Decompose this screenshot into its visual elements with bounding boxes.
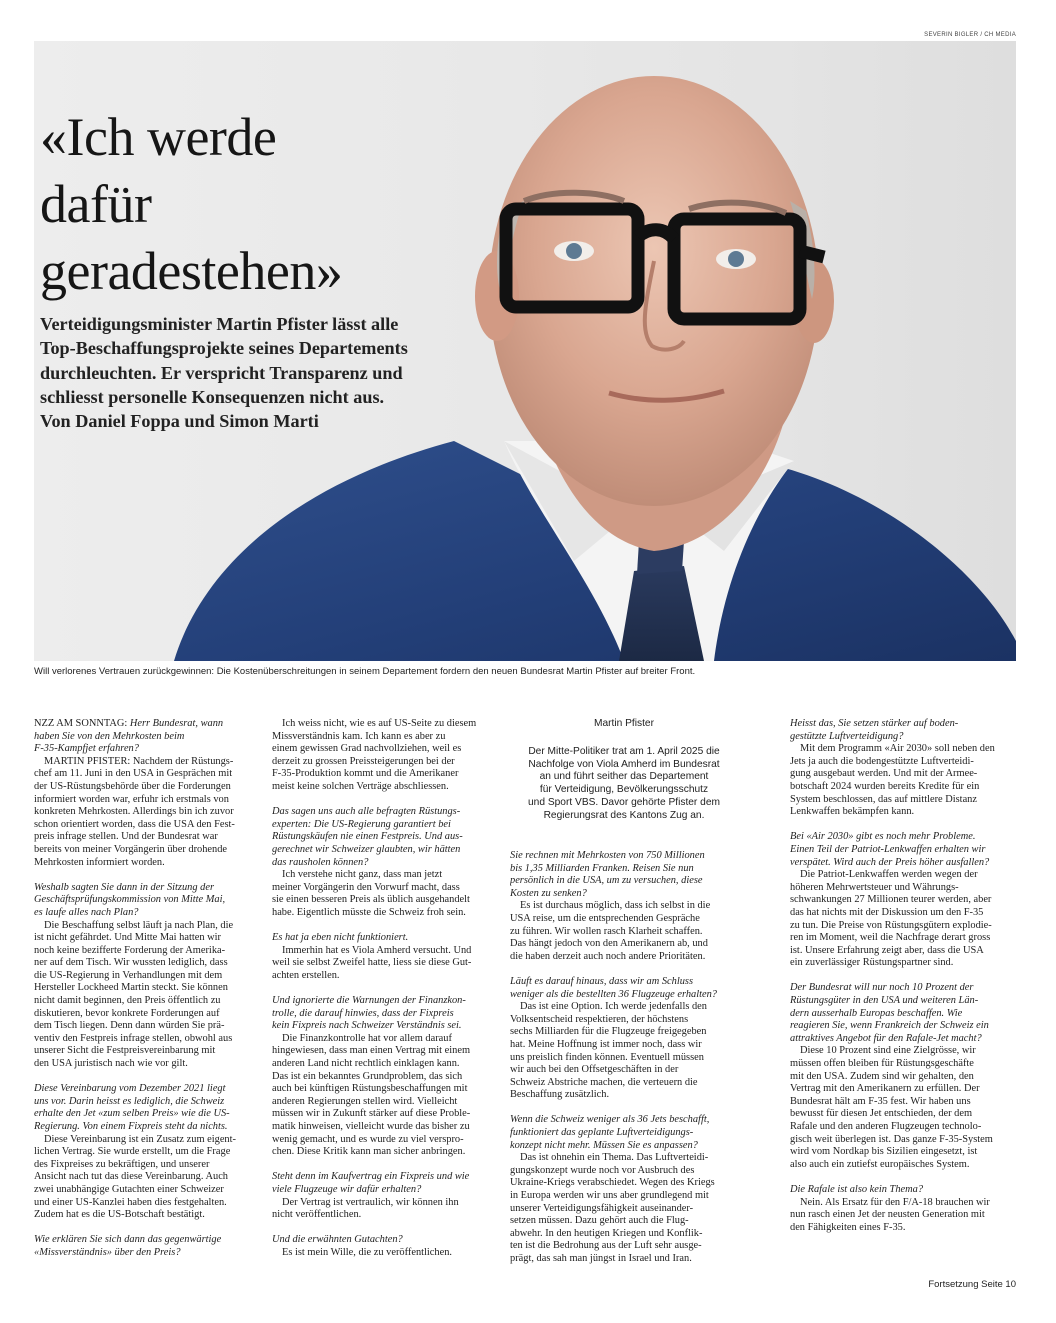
answer-line: ist nicht gefährdet. Und Mitte Mai hatten wir xyxy=(34,932,221,944)
question xyxy=(272,995,496,1033)
info-box-line: Regierungsrat des Kantons Zug an. xyxy=(543,809,705,821)
answer-line: Volksentscheid respektieren, der höchstens xyxy=(510,1013,689,1025)
answer-line: Mit dem Programm «Air 2030» soll neben den xyxy=(800,743,995,755)
question xyxy=(34,1234,258,1259)
answer-line: ventiv den Festpreis infrage stellen, obwohl aus xyxy=(34,1032,233,1044)
answer-line: abwehr. In den heutigen Kriegen und Konflik- xyxy=(510,1227,703,1239)
answer xyxy=(510,1001,734,1102)
question xyxy=(790,831,1014,869)
answer xyxy=(272,1197,496,1222)
answer-line: derzeit zu grossen Preissteigerungen bei der xyxy=(272,755,455,767)
answer-line: sechs Milliarden für die Flugzeuge freigegeben xyxy=(510,1026,707,1038)
question-text: Herr Bundesrat, wann xyxy=(127,718,224,729)
answer xyxy=(510,900,734,963)
answer-line: die haben derzeit auch noch andere Prioritäten. xyxy=(510,950,706,962)
question-line: Weshalb sagten Sie dann in der Sitzung der xyxy=(34,881,214,893)
answer-line: Hersteller Lockheed Martin steckt. Sie können xyxy=(34,982,228,994)
question-line: viele Flugzeuge wir dafür erhalten? xyxy=(272,1183,422,1195)
answer-line: prägt, das sah man jüngst in Israel und Iran. xyxy=(510,1253,692,1264)
lead-line: schliesst personelle Konsequenzen nicht aus. xyxy=(40,386,385,407)
headline-line: «Ich werde xyxy=(40,107,277,167)
answer-line: Nein. Als Ersatz für den F/A-18 brauchen wir xyxy=(800,1196,990,1208)
lead-line: durchleuchten. Er verspricht Transparenz und xyxy=(40,362,403,383)
answer-line: Rafale und den anderen Flugzeugen technolo- xyxy=(790,1121,982,1132)
answer-text: konkreten Mehrkosten. Allerdings bin ich zuvor xyxy=(34,806,234,818)
question xyxy=(790,1184,1014,1197)
article-line xyxy=(34,781,258,794)
question-line: gestützte Luftverteidigung? xyxy=(790,730,904,742)
answer xyxy=(790,1045,1014,1171)
answer-line: auch bei künftigen Rüstungsbeschaffungen mit xyxy=(272,1083,468,1095)
info-box-line: für Verteidigung, Bevölkerungsschutz xyxy=(539,784,709,796)
question xyxy=(272,1234,496,1247)
answer-line: mit den USA. Zudem sind wir gehalten, den xyxy=(790,1070,974,1082)
answer-line: ist. Unsere Erfahrung zeigt aber, dass die USA xyxy=(790,944,984,956)
question-line: Und die erwähnten Gutachten? xyxy=(272,1234,403,1246)
article-line xyxy=(34,718,258,731)
answer xyxy=(790,869,1014,970)
question xyxy=(34,1083,258,1133)
answer-text: Mehrkosten informiert worden. xyxy=(34,856,165,868)
answer-text: Nachdem der Rüstungs- xyxy=(130,755,234,767)
answer-line: Zudem hat es die US-Botschaft bestätigt. xyxy=(34,1209,205,1221)
answer-line: setzen müssen. Dazu gehört auch die Flug- xyxy=(510,1215,689,1227)
answer-line: zu führen. Wir wollen rasch Klarheit schaffen. xyxy=(510,925,703,937)
info-box-title: Martin Pfister xyxy=(593,718,654,729)
article-line xyxy=(34,857,258,870)
question-line: Steht denn im Kaufvertrag ein Fixpreis und wie xyxy=(272,1171,470,1183)
answer-line: habe. Eigentlich müsste die Schweiz froh sein. xyxy=(272,906,466,918)
answer-line: F-35-Produktion kommt und die Amerikaner xyxy=(272,768,459,780)
answer-text: schon orientiert worden, dass die USA den Fest- xyxy=(34,818,235,830)
answer-line: nicht damit beginnen, den Preis öffentlich zu xyxy=(34,995,221,1007)
question-line: Wenn die Schweiz weniger als 36 Jets beschafft, xyxy=(510,1114,710,1126)
article-line xyxy=(34,768,258,781)
answer-line: ner auf dem Tisch. Wir wussten lediglich, dass xyxy=(34,957,228,969)
answer-line: ein zuverlässiger Rüstungspartner sind. xyxy=(790,957,954,969)
answer-line: wird vom Nordkap bis Sizilien eingesetzt, ist xyxy=(790,1146,978,1158)
answer xyxy=(510,1152,734,1265)
question-line: konzept nicht mehr. Müssen Sie es anpassen? xyxy=(510,1139,698,1151)
answer-line: dem Tisch liegen. Denn dann würden Sie prä- xyxy=(34,1020,225,1032)
question-line: reagieren Sie, wenn Frankreich der Schweiz ein xyxy=(790,1020,989,1032)
question-text: haben Sie von den Mehrkosten beim xyxy=(34,730,185,742)
question-line: bis 1,35 Milliarden Franken. Reisen Sie nun xyxy=(510,862,694,874)
photo-caption: Will verlorenes Vertrauen zurückgewinnen: Die Kostenüberschreitungen in seinem Departement fordern den neuen Bundesrat Martin Pfister auf breiter Front. xyxy=(34,666,696,677)
question xyxy=(272,806,496,869)
answer-line: das hat nichts mit der Diskussion um den F-35 xyxy=(790,906,984,918)
info-box-line: Der Mitte-Politiker trat am 1. April 2025 die xyxy=(528,745,720,757)
question-line: Regierung. Von einem Fixpreis steht da nichts. xyxy=(34,1121,228,1132)
question-line: experten: Die US-Regierung garantiert bei xyxy=(272,818,451,830)
answer-line: Es ist mein Wille, die zu veröffentlichen. xyxy=(282,1246,453,1258)
info-box-line: Nachfolge von Viola Amherd im Bundesrat xyxy=(528,758,720,770)
answer-line: achten erstellen. xyxy=(272,969,340,981)
question-line: funktioniert das geplante Luftverteidigungs- xyxy=(510,1127,694,1139)
question-line: Die Rafale ist also kein Thema? xyxy=(790,1183,924,1195)
answer xyxy=(34,920,258,1071)
answer-line: des Fixpreises zu bekräftigen, und unserer xyxy=(34,1158,210,1170)
question-line: trolle, die darauf hinwies, dass der Fixpreis xyxy=(272,1007,454,1019)
speaker-label: NZZ AM SONNTAG: xyxy=(34,718,128,729)
question-line: Sie rechnen mit Mehrkosten von 750 Millionen xyxy=(510,850,705,861)
answer-line: also auch ein zutiefst europäisches System. xyxy=(790,1158,970,1170)
answer-line: chen. Diese Kritik kann man sicher anbringen. xyxy=(272,1146,466,1158)
answer-line: Diese Vereinbarung ist ein Zusatz zum eigent- xyxy=(44,1133,236,1145)
answer-line: anderen Regierungen stellen wird. Vielleicht xyxy=(272,1095,458,1107)
question xyxy=(510,1114,734,1152)
speaker-label: MARTIN PFISTER: xyxy=(44,755,131,767)
answer-line: Schweiz Abstriche machen, die verteuern die xyxy=(510,1076,698,1088)
lead-text xyxy=(40,312,480,433)
answer-line: unserer Verteidigungsfähigkeit auseinander- xyxy=(510,1202,694,1214)
answer-line: einem gewissen Grad nachvollziehen, weil es xyxy=(272,743,462,755)
lead-line: Verteidigungsminister Martin Pfister lässt alle xyxy=(40,314,399,334)
answer-line: Die Beschaffung selbst läuft ja nach Plan, die xyxy=(44,919,234,931)
question-line: uns vor. Darin heisst es lediglich, die Schweiz xyxy=(34,1095,225,1107)
question-line: dern ausserhalb Europas beschaffen. Wie xyxy=(790,1007,963,1019)
headline xyxy=(40,104,460,305)
question-line: Geschäftsprüfungskommission von Mitte Mai, xyxy=(34,894,226,906)
answer-line: ten ist die Bedrohung aus der Luft sehr ausge- xyxy=(510,1240,702,1252)
answer-line: Lenkwaffen bekämpfen kann. xyxy=(790,806,915,818)
info-box-line: an und führt seither das Departement xyxy=(539,771,709,783)
answer-line: USA reise, um die entsprechenden Gespräche xyxy=(510,912,700,924)
article-column-3 xyxy=(510,850,734,1278)
answer-line: und einer US-Kanzlei haben dies festgehalten. xyxy=(34,1196,227,1208)
answer xyxy=(272,1033,496,1159)
answer-line: uns preislich finden können. Eventuell müssen xyxy=(510,1051,704,1063)
photo-credit: SEVERIN BIGLER / CH MEDIA xyxy=(924,32,1016,38)
question-line: Und ignorierte die Warnungen der Finanzkon- xyxy=(272,995,466,1007)
answer-line: meist keine solchen Verträge abschliessen. xyxy=(272,780,449,792)
answer-line: botschaft 2024 wurden bereits Kredite für ein xyxy=(790,780,980,792)
article-line xyxy=(34,819,258,832)
question-line: Einen Teil der Patriot-Lenkwaffen erhalten wir xyxy=(790,843,986,855)
question-line: es laufe alles nach Plan? xyxy=(34,906,139,918)
answer-text: der US-Rüstungsbehörde über die Forderungen xyxy=(34,780,231,792)
question xyxy=(272,932,496,945)
article-line xyxy=(34,831,258,844)
answer-line: Vertrag mit den Amerikanern zu erfüllen. Der xyxy=(790,1083,980,1095)
question-line: gerechnet wir Schweizer glaubten, wir hätten xyxy=(272,843,461,855)
answer-line: Bundesrat hält am F-35 fest. Wir haben uns xyxy=(790,1095,971,1107)
answer-line: Ukraine-Kriegs verabschiedet. Wegen des Kriegs xyxy=(510,1177,715,1189)
question xyxy=(790,718,1014,743)
question-line: «Missverständnis» über den Preis? xyxy=(34,1246,181,1258)
article-line xyxy=(34,743,258,756)
answer-line: Beschaffung zusätzlich. xyxy=(510,1089,610,1101)
article-column-2 xyxy=(272,718,496,1272)
answer-line: höheren Mehrwertsteuer und Währungs- xyxy=(790,881,959,893)
info-box xyxy=(510,718,738,823)
answer-line: hat. Meine Hoffnung ist immer noch, dass wir xyxy=(510,1038,702,1050)
answer-line: anderen Land nicht rechtlich einklagen kann. xyxy=(272,1058,460,1070)
answer-line: hingewiesen, dass man einen Vertrag mit einem xyxy=(272,1045,471,1057)
article-line xyxy=(34,756,258,769)
answer-line: die US-Regierung in Verhandlungen mit dem xyxy=(34,969,223,981)
question-line: Der Bundesrat will nur noch 10 Prozent der xyxy=(790,982,974,994)
byline: Von Daniel Foppa und Simon Marti xyxy=(40,411,319,432)
answer-line: weil sie selbst Zweifel hatte, liess sie diese Gut- xyxy=(272,957,472,969)
continued-note: Fortsetzung Seite 10 xyxy=(928,1279,1016,1290)
answer-text: bereits von meiner Vorgängerin über drohende xyxy=(34,843,228,855)
question-line: verspätet. Wird auch der Preis höher ausfallen? xyxy=(790,856,990,868)
answer-line: bewusst für diesen Jet entschieden, der dem xyxy=(790,1108,973,1120)
question xyxy=(510,850,734,900)
answer-line: matik hinweisen, vielleicht wurde das bisher zu xyxy=(272,1121,470,1132)
answer-line: sie einen besseren Preis als üblich ausgehandelt xyxy=(272,894,470,906)
answer-line: Ich verstehe nicht ganz, dass man jetzt xyxy=(282,869,443,881)
question-line: weniger als die bestellten 36 Flugzeuge erhalten? xyxy=(510,988,718,1000)
headline-line: dafür xyxy=(40,174,152,234)
question-line: Rüstungsgüter in den USA und weiteren Län- xyxy=(790,995,979,1007)
answer-line: System beschlossen, das auf mittlere Distanz xyxy=(790,793,977,805)
answer-line: unserer Sicht die Festpreisvereinbarung mit xyxy=(34,1045,216,1057)
answer-line: Das ist ein bekanntes Grundproblem, das sich xyxy=(272,1070,463,1082)
article-column-1 xyxy=(34,718,258,1272)
answer-line: gisch weit überlegen ist. Das ganze F-35-System xyxy=(790,1133,993,1145)
question-line: Das sagen uns auch alle befragten Rüstungs- xyxy=(272,806,461,818)
answer xyxy=(272,1247,496,1260)
question-line: das rausholen können? xyxy=(272,856,369,868)
answer-line: diskutieren, bevor konkrete Forderungen auf xyxy=(34,1007,220,1019)
question-line: Heisst das, Sie setzen stärker auf boden- xyxy=(790,718,959,729)
answer-line: Es ist durchaus möglich, dass ich selbst in die xyxy=(520,900,711,912)
answer xyxy=(790,1197,1014,1235)
question-line: Wie erklären Sie sich dann das gegenwärtige xyxy=(34,1234,222,1246)
article-column-4 xyxy=(790,718,1014,1247)
question-text: F-35-Kampfjet erfahren? xyxy=(34,743,139,755)
answer-line: gung ausgebaut werden. Und mit der Armee- xyxy=(790,768,978,780)
intro-exchange xyxy=(34,718,258,869)
answer-text: chef am 11. Juni in den USA in Gesprächen mit xyxy=(34,768,233,780)
question-line: persönlich in die USA, um zu versuchen, diese xyxy=(510,875,703,887)
question xyxy=(272,1171,496,1196)
question xyxy=(510,976,734,1001)
answer-line: Das ist eine Option. Ich werde jedenfalls den xyxy=(520,1001,707,1013)
answer-text: informiert worden war, erfuhr ich erstmals von xyxy=(34,793,229,805)
answer-line: müssen offen bleiben für Rüstungsgeschäfte xyxy=(790,1058,974,1070)
answer-line: schwankungen 27 Millionen teurer werden, aber xyxy=(790,894,992,906)
answer-line: den Fähigkeiten eines F-35. xyxy=(790,1221,906,1233)
question-line: Kosten zu senken? xyxy=(510,887,587,899)
answer-line: meiner Vorgängerin den Vorwurf macht, dass xyxy=(272,881,460,893)
answer xyxy=(790,743,1014,819)
answer-line: nun rasch einen Jet der neusten Generation mit xyxy=(790,1209,985,1221)
answer-line: Die Finanzkontrolle hat vor allem darauf xyxy=(282,1032,452,1044)
answer-line: noch keine bezifferte Forderung der Amerika- xyxy=(34,944,226,956)
answer-line: nicht veröffentlichen. xyxy=(272,1209,362,1221)
question-line: attraktives Angebot für den Rafale-Jet macht? xyxy=(790,1032,982,1044)
answer-line: wir auch bei den Offsetgeschäften in der xyxy=(510,1064,679,1076)
info-box-line: und Sport VBS. Davor gehörte Pfister dem xyxy=(528,796,720,808)
lead-line: Top-Beschaffungsprojekte seines Departements xyxy=(40,338,408,359)
answer-line: müssen wir in Zukunft stärker auf diese Proble- xyxy=(272,1108,471,1120)
answer-line: in Europa werden wir uns aber grundlegend mit xyxy=(510,1190,709,1202)
article-line xyxy=(34,731,258,744)
answer-line: Immerhin hat es Viola Amherd versucht. Und xyxy=(282,944,472,956)
answer xyxy=(272,945,496,983)
question xyxy=(790,982,1014,1045)
question-line: Diese Vereinbarung vom Dezember 2021 liegt xyxy=(34,1083,226,1095)
answer-line: ren im Moment, weil die Nachfrage derart gross xyxy=(790,932,991,944)
answer-line: wenig gemacht, und es wurde zu viel verspro- xyxy=(272,1133,464,1145)
answer xyxy=(272,869,496,919)
question-line: Rüstungskäufen nie einen Festpreis. Und aus- xyxy=(272,831,463,843)
answer-line: zu tun. Die Preise von Rüstungsgütern explodie- xyxy=(790,919,992,931)
question-line: kein Fixpreis nach Schweizer Verständnis sei. xyxy=(272,1020,462,1032)
answer-line: Die Patriot-Lenkwaffen werden wegen der xyxy=(800,869,978,881)
answer-line: Diese 10 Prozent sind eine Zielgrösse, wir xyxy=(800,1045,976,1057)
question-line: Bei «Air 2030» gibt es noch mehr Probleme. xyxy=(790,831,976,843)
answer-line: Ansicht nach tut das diese Vereinbarung. Auch xyxy=(34,1171,229,1183)
answer-line: Jets ja auch die bodengestützte Luftverteidi- xyxy=(790,755,974,767)
answer-line: gungskonzept wurde noch vor Ausbruch des xyxy=(510,1164,695,1176)
answer-line: Ich weiss nicht, wie es auf US-Seite zu diesem xyxy=(282,718,477,729)
answer-line: Der Vertrag ist vertraulich, wir können ihn xyxy=(282,1196,459,1208)
answer-line: Das ist ohnehin ein Thema. Das Luftverteidi- xyxy=(520,1152,709,1164)
answer-line: Missverständnis kam. Ich kann es aber zu xyxy=(272,730,446,742)
article-line xyxy=(34,794,258,807)
article-line xyxy=(34,806,258,819)
question xyxy=(34,882,258,920)
question-line: Läuft es darauf hinaus, dass wir am Schluss xyxy=(510,975,694,987)
answer xyxy=(272,718,496,794)
answer-line: den USA juristisch nach wie vor gilt. xyxy=(34,1058,188,1070)
answer xyxy=(34,1134,258,1222)
question-line: Es hat ja eben nicht funktioniert. xyxy=(272,932,409,944)
headline-line: geradestehen» xyxy=(40,241,343,301)
answer-line: zwei unabhängige Gutachten einer Schweizer xyxy=(34,1183,224,1195)
article-line xyxy=(34,844,258,857)
question-line: erhalte den Jet «zum selben Preis» wie die US- xyxy=(34,1108,230,1120)
answer-text: preis infrage stellen. Und der Bundesrat war xyxy=(34,831,218,843)
answer-line: lichen Vertrag. Sie wurde erstellt, um die Frage xyxy=(34,1146,231,1158)
answer-line: Das hängt jedoch von den Amerikanern ab, und xyxy=(510,938,708,950)
